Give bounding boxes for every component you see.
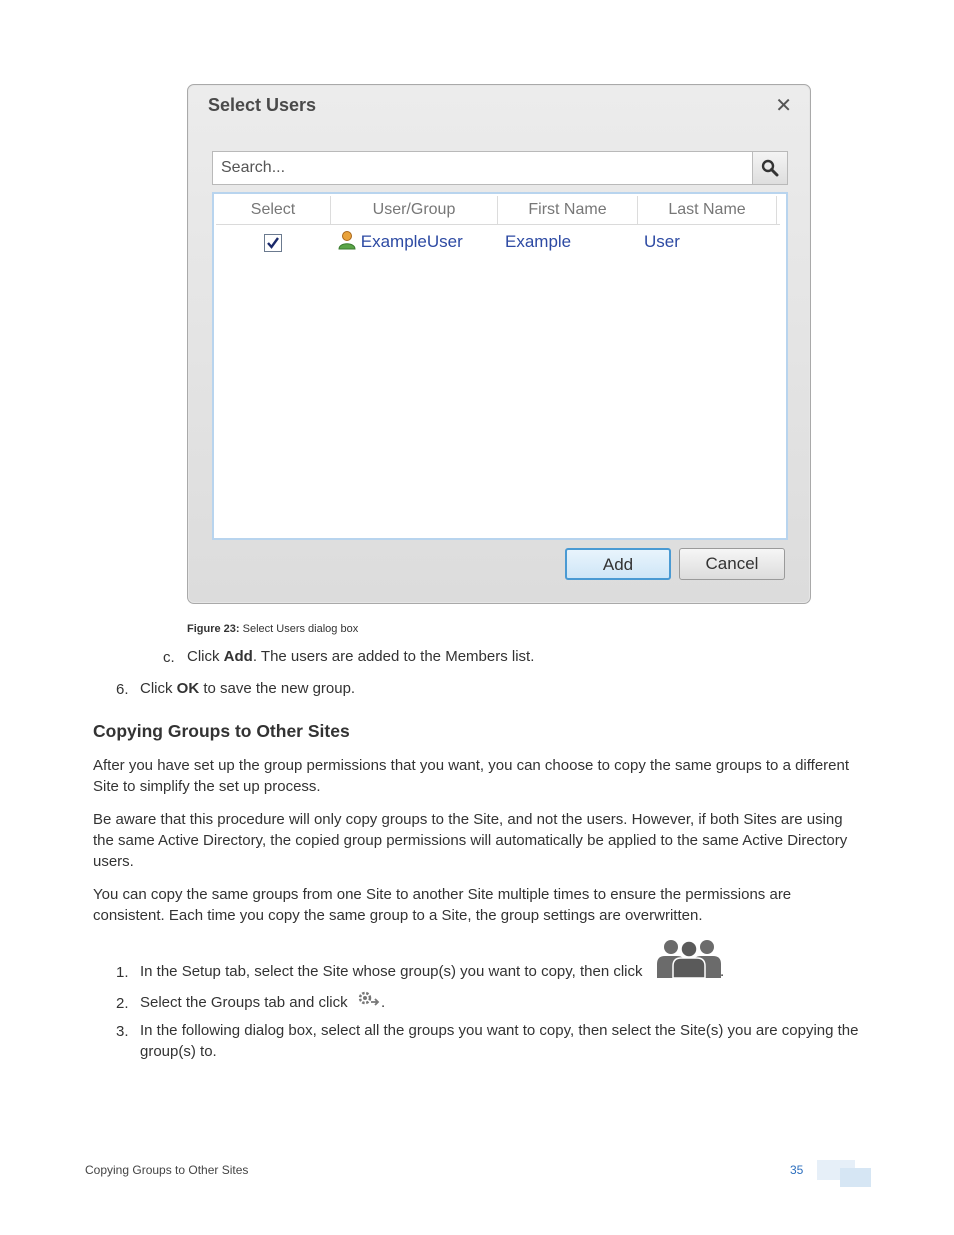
cancel-button[interactable]: Cancel (679, 548, 785, 580)
search-field (212, 151, 788, 185)
copy-gear-icon (357, 990, 381, 1008)
search-icon (761, 159, 779, 177)
column-header-select[interactable]: Select (216, 196, 331, 224)
table-header (216, 196, 780, 225)
user-icon (338, 230, 356, 250)
close-icon[interactable]: ✕ (775, 95, 792, 117)
step-bold: OK (176, 680, 200, 697)
column-header-first-name[interactable]: First Name (498, 196, 638, 224)
column-header-user-group[interactable]: User/Group (331, 196, 498, 224)
first-name-cell: Example (505, 232, 572, 251)
user-group-cell (330, 228, 496, 256)
groups-icon (657, 938, 721, 978)
step-end: . (381, 994, 386, 1011)
select-cell (216, 228, 330, 256)
footer-section-title: Copying Groups to Other Sites (85, 1163, 249, 1177)
step-text: Click (187, 648, 224, 665)
step-text: In the Setup tab, select the Site whose group(s) you want to copy, then click (140, 963, 643, 980)
step-1-text (140, 961, 643, 982)
column-header-last-name[interactable]: Last Name (638, 196, 777, 224)
step-3-text: In the following dialog box, select all the groups you want to copy, then select the Site(s) you are copying the group(s) to. (140, 1022, 859, 1060)
footer-decoration (840, 1168, 871, 1187)
step-text: Click (140, 680, 177, 697)
step-end: . (720, 963, 725, 980)
step-6-text (140, 678, 355, 699)
select-checkbox[interactable] (264, 234, 282, 252)
checkmark-icon (266, 236, 280, 250)
paragraph: Be aware that this procedure will only copy groups to the Site, and not the users. However, if both Sites are using the same Active Directory, the copied group permissions will automatically be applied to the same Active Directory users. (93, 811, 848, 870)
figure-label: Figure 23: (187, 623, 240, 635)
users-table (212, 192, 788, 540)
step-2-text (140, 992, 348, 1013)
figure-caption (187, 623, 358, 635)
step-marker: 3. (116, 1023, 129, 1040)
step-text: Select the Groups tab and click (140, 994, 348, 1011)
step-c-text (187, 646, 534, 667)
user-group-name: ExampleUser (360, 232, 463, 251)
last-name-cell: User (644, 232, 680, 251)
dialog-title: Select Users (208, 95, 317, 115)
step-text: . The users are added to the Members list. (252, 648, 535, 665)
section-heading: Copying Groups to Other Sites (93, 721, 350, 741)
step-marker: 6. (116, 681, 129, 698)
select-users-dialog (187, 84, 811, 604)
add-button[interactable]: Add (565, 548, 671, 580)
page-number: 35 (790, 1163, 804, 1177)
table-row[interactable] (216, 228, 780, 256)
figure-caption-text: Select Users dialog box (239, 623, 359, 635)
step-marker: 1. (116, 964, 129, 981)
search-input[interactable] (213, 152, 753, 184)
step-text: to save the new group. (199, 680, 356, 697)
search-button[interactable] (752, 152, 787, 184)
step-bold: Add (223, 648, 253, 665)
paragraph: After you have set up the group permissions that you want, you can choose to copy the same groups to a different Site to simplify the set up process. (93, 757, 850, 795)
step-marker: 2. (116, 995, 129, 1012)
paragraph: You can copy the same groups from one Site to another Site multiple times to ensure the permissions are consistent. Each time you copy the same group to a Site, the group settings are overwritten. (93, 886, 792, 924)
step-marker: c. (163, 649, 175, 666)
